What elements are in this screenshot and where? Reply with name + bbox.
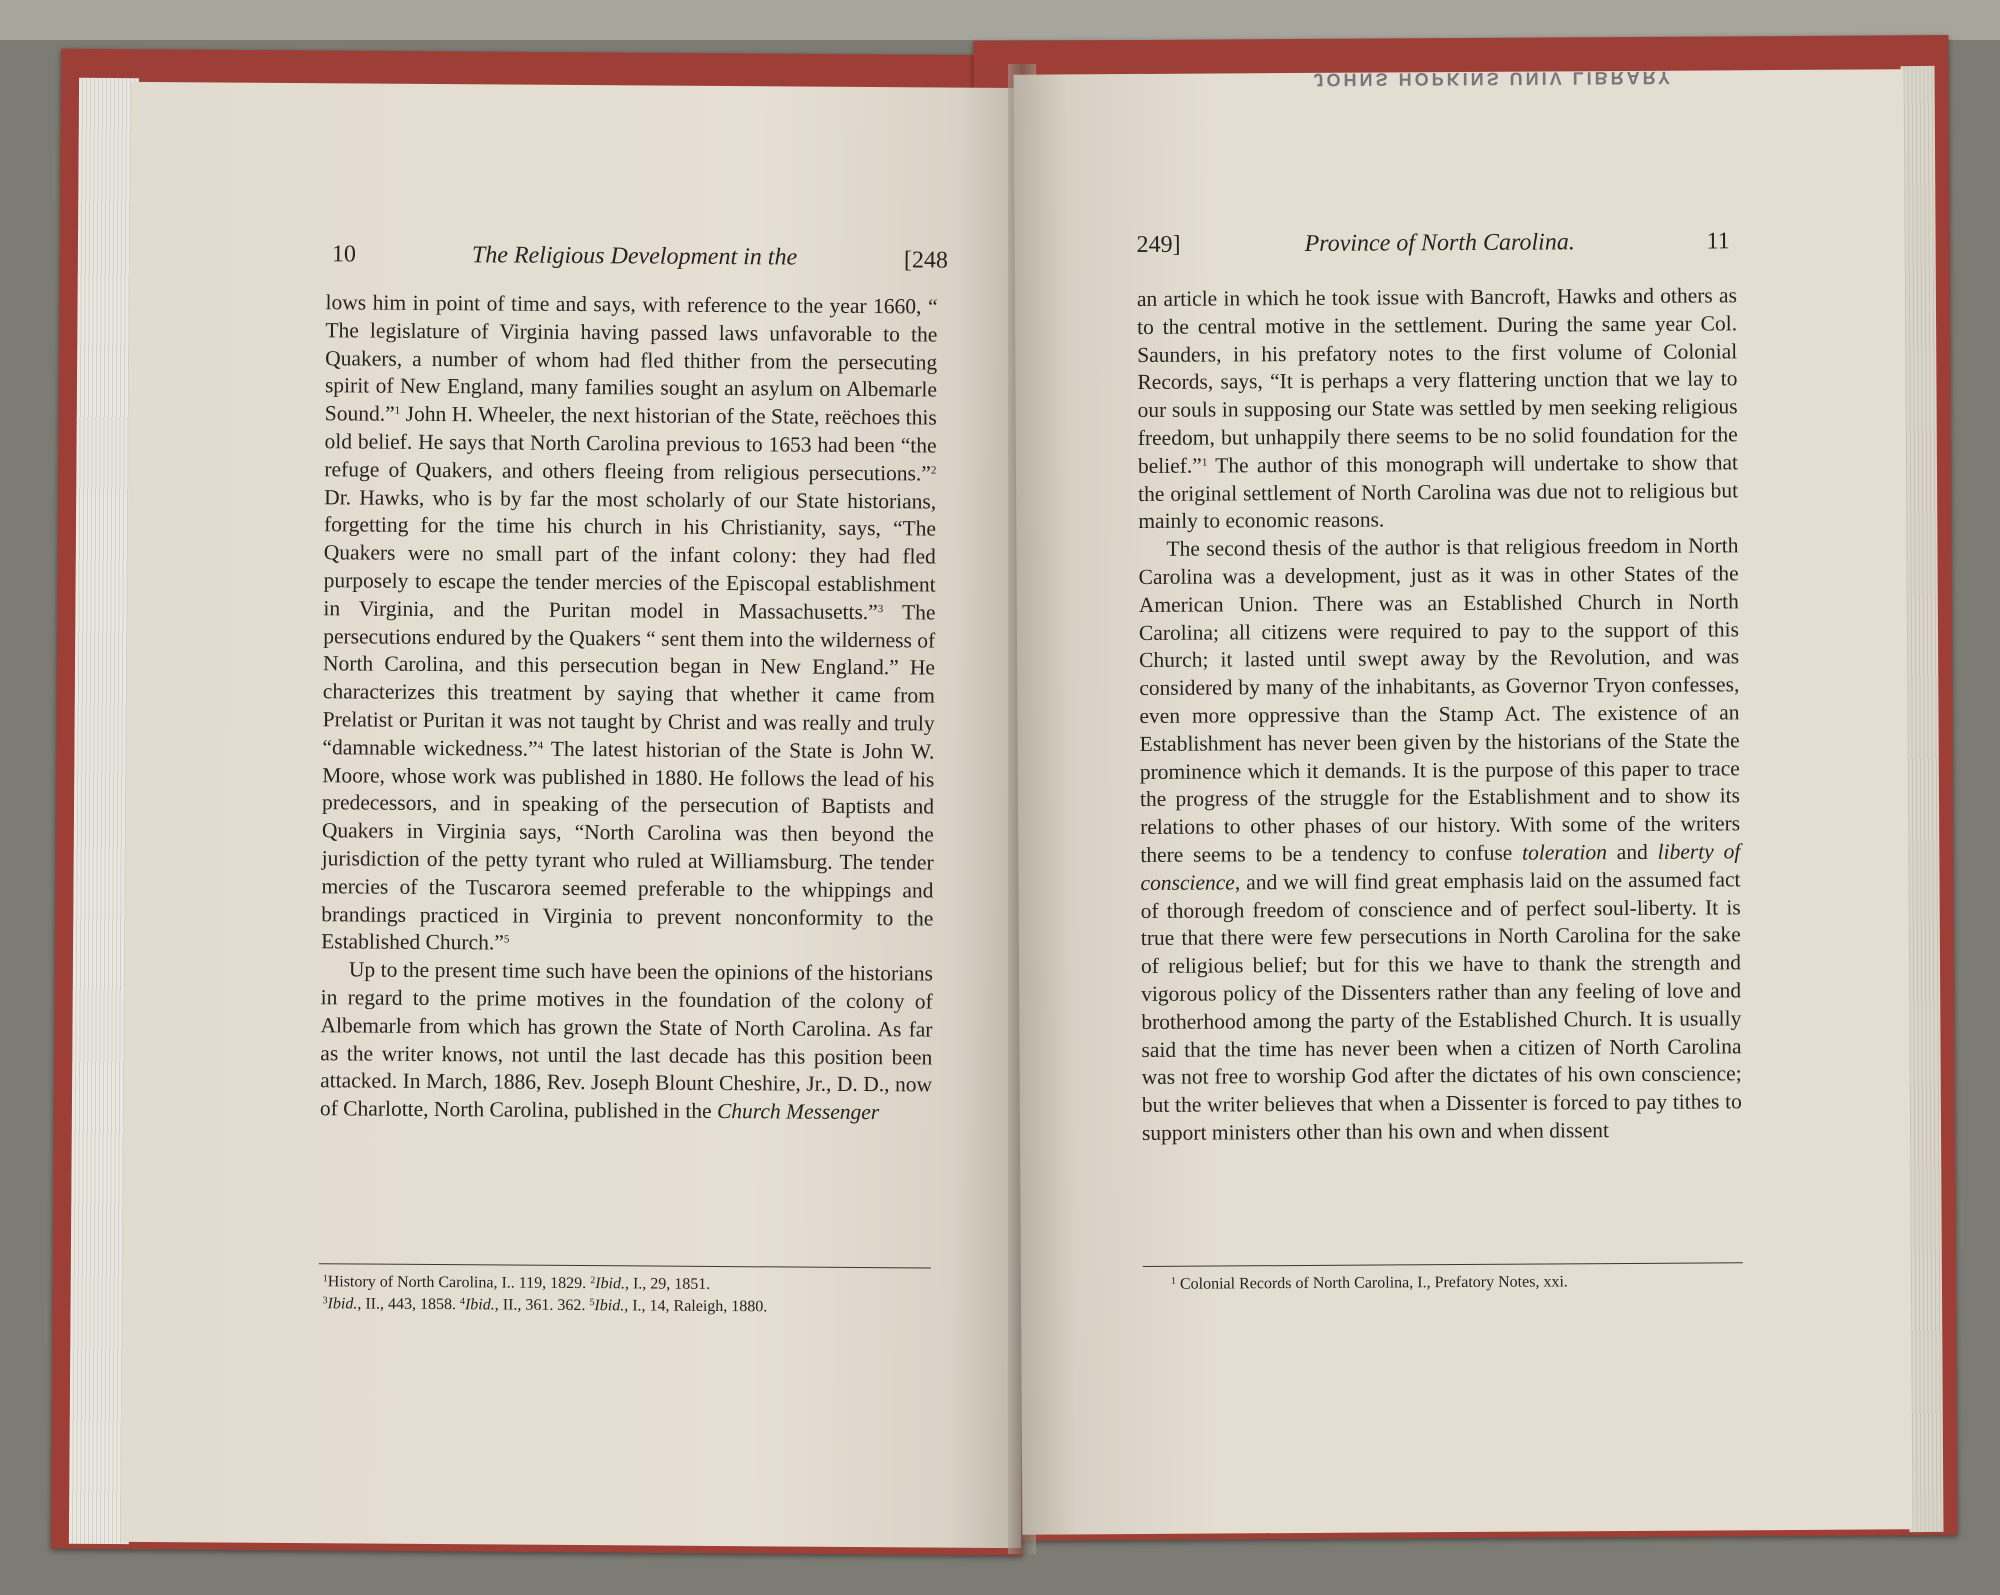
footnote-marker: 2 xyxy=(590,1275,596,1287)
body-text: The author of this monograph will undertake to show that the original settlement of North Carolina was due not to religious but mainly to economic reasons. xyxy=(1138,450,1739,534)
italic-text: Ibid. xyxy=(594,1297,625,1315)
right-footnote-rule xyxy=(1143,1262,1743,1267)
paragraph xyxy=(1138,532,1742,1147)
body-text: Up to the present time such have been the opinions of the historians in regard to the prime motives in the foundation of the colony of Albemarle from which has grown the State of North Carolina. As far as the writer knows, not until the last decade has this position been attacked. In March, 1886, Rev. Joseph Blount Cheshire, Jr., D. D., now of Charlotte, North Carolina, published in the xyxy=(319,957,933,1124)
library-stamp: JOHNS HOPKINS UNIV LIBRARY xyxy=(1313,67,1674,90)
body-text: , and we will find great emphasis laid on the assumed fact of thorough freedom of conscience and of perfect soul-liberty. It is true that there were few persecutions in North Carolina for the sake of religious belief; but for this we have to thank the strength and vigorous policy of the Dissenters rather than any feeling of love and brotherhood among the party of the Established Church. It is usually said that the time has never been when a citizen of North Carolina was not free to worship God after the dictates of his own conscience; but the writer believes that when a Dissenter is forced to pay tithes to support ministers other than his own and when dissent xyxy=(1140,867,1742,1145)
italic-text: Ibid. xyxy=(327,1295,358,1313)
body-text: an article in which he took issue with Bancroft, Hawks and others as to the central motive in the settlement. During the same year Col. Saunders, in his prefatory notes to the first volume of Colonial Records, says, “It is perhaps a very flattering unction that we lay to our souls in supposing our State was settled by men seeking religious freedom, but unhappily there seems to be no solid foundation for the belief.” xyxy=(1136,283,1738,478)
italic-text: toleration xyxy=(1522,840,1608,865)
footnote-marker: 4 xyxy=(459,1296,466,1308)
italic-text: Ibid. xyxy=(464,1296,495,1314)
italic-text: Church Messenger xyxy=(716,1099,880,1125)
body-text: The second thesis of the author is that religious freedom in North Carolina was a development, just as it was in other States of the American Union. There was an Established Church in North Carolina; all citizens were required to pay to the support of this Church; it lasted until swept away by the Revolution, and was considered by many of the inhabitants, as Governor Tryon confesses, even more oppressive than the Stamp Act. The existence of an Establishment has never been given by the historians of the State the prominence which it demands. It is the purpose of this paper to trace the progress of the struggle for the Establishment and to show its relations to other phases of our history. With some of the writers there seems to be a tendency to confuse xyxy=(1138,533,1741,867)
left-running-head xyxy=(331,241,952,274)
body-text: lows him in point of time and says, with reference to the year 1660, “ The legislature of Virginia having passed laws unfavorable to the Quakers, a number of whom had fled thither from the persecuting spirit of New England, many families sought an asylum on Albemarle Sound.” xyxy=(324,290,938,426)
right-running-title: Province of North Carolina. xyxy=(1304,229,1575,257)
left-running-title: The Religious Development in the xyxy=(471,242,798,271)
footnote-marker: 3 xyxy=(322,1295,328,1307)
footnote-marker: 5 xyxy=(503,933,510,946)
footnote-text: , II., 443, 1858. xyxy=(357,1295,461,1314)
background xyxy=(0,0,2000,40)
body-text: The latest historian of the State is John W. Moore, whose work was published in 1880. He follows the lead of his predecessors, and in speaking of the persecution of Baptists and Quakers in Virginia says, “North Carolina was then beyond the jurisdiction of the petty tyrant who ruled at Williamsburg. The tender mercies of the Tuscarora seemed preferable to the whippings and brandings practiced in Virginia to prevent nonconformity to the Established Church.” xyxy=(321,736,935,955)
footnote-text: Colonial Records of North Carolina, I., Prefatory Notes, xxi. xyxy=(1175,1273,1568,1293)
paragraph xyxy=(320,956,933,1127)
footnote-line xyxy=(323,1293,933,1319)
footnote-marker: 2 xyxy=(930,464,937,477)
body-text: The persecutions endured by the Quakers “ sent them into the wilderness of North Carolina, and this persecution began in New England.” He characterizes this treatment by saying that whether it came from Prelatist or Puritan it was not taught by Christ and was really and truly “damnable wickedness.” xyxy=(322,599,936,761)
italic-text: Ibid. xyxy=(595,1275,626,1293)
footnote-marker: 4 xyxy=(537,739,544,752)
footnote-marker: 3 xyxy=(877,602,884,615)
paragraph xyxy=(1137,282,1739,536)
footnote-text: , I., 29, 1851. xyxy=(624,1275,711,1293)
footnote-marker: 5 xyxy=(589,1297,595,1309)
left-body-text xyxy=(320,289,938,1127)
italic-text: liberty of conscience xyxy=(1140,839,1741,895)
footnote-marker: 1 xyxy=(322,1273,328,1285)
right-page-number: 11 xyxy=(1706,228,1730,255)
right-original-pagination: 249] xyxy=(1136,231,1181,258)
paragraph xyxy=(321,289,938,960)
body-text: Dr. Hawks, who is by far the most scholarly of our State historians, forgetting for the time his church in his Christianity, says, “The Quakers were no small part of the infant colony: they had fled purposely to escape the tender mercies of the Episcopal establishment in Virginia, and the Puritan model in Massachusetts.” xyxy=(323,484,937,624)
footnote-marker: 1 xyxy=(1201,456,1208,469)
right-page xyxy=(1014,69,1913,1534)
right-running-head xyxy=(1136,228,1737,258)
left-footnotes xyxy=(323,1271,933,1319)
left-page-number: 10 xyxy=(331,241,356,268)
footnote-line xyxy=(1171,1270,1751,1296)
body-text: John H. Wheeler, the next historian of the State, reëchoes this old belief. He says that North Carolina previous to 1653 had been “the refuge of Quakers, and others fleeing from religious persecutions.” xyxy=(324,401,937,486)
footnote-marker: 1 xyxy=(394,404,401,417)
right-body-text xyxy=(1137,282,1742,1147)
left-page xyxy=(121,82,1031,1548)
footnote-text: , II., 361. 362. xyxy=(494,1296,590,1315)
right-footnotes xyxy=(1171,1270,1751,1296)
left-original-pagination: [248 xyxy=(903,247,948,274)
footnote-marker: 1 xyxy=(1170,1275,1176,1287)
footnote-text: , I., 14, Raleigh, 1880. xyxy=(624,1297,768,1316)
footnote-text: History of North Carolina, I.. 119, 1829. xyxy=(327,1273,591,1293)
body-text: and xyxy=(1606,839,1658,865)
left-footnote-rule xyxy=(319,1263,931,1268)
